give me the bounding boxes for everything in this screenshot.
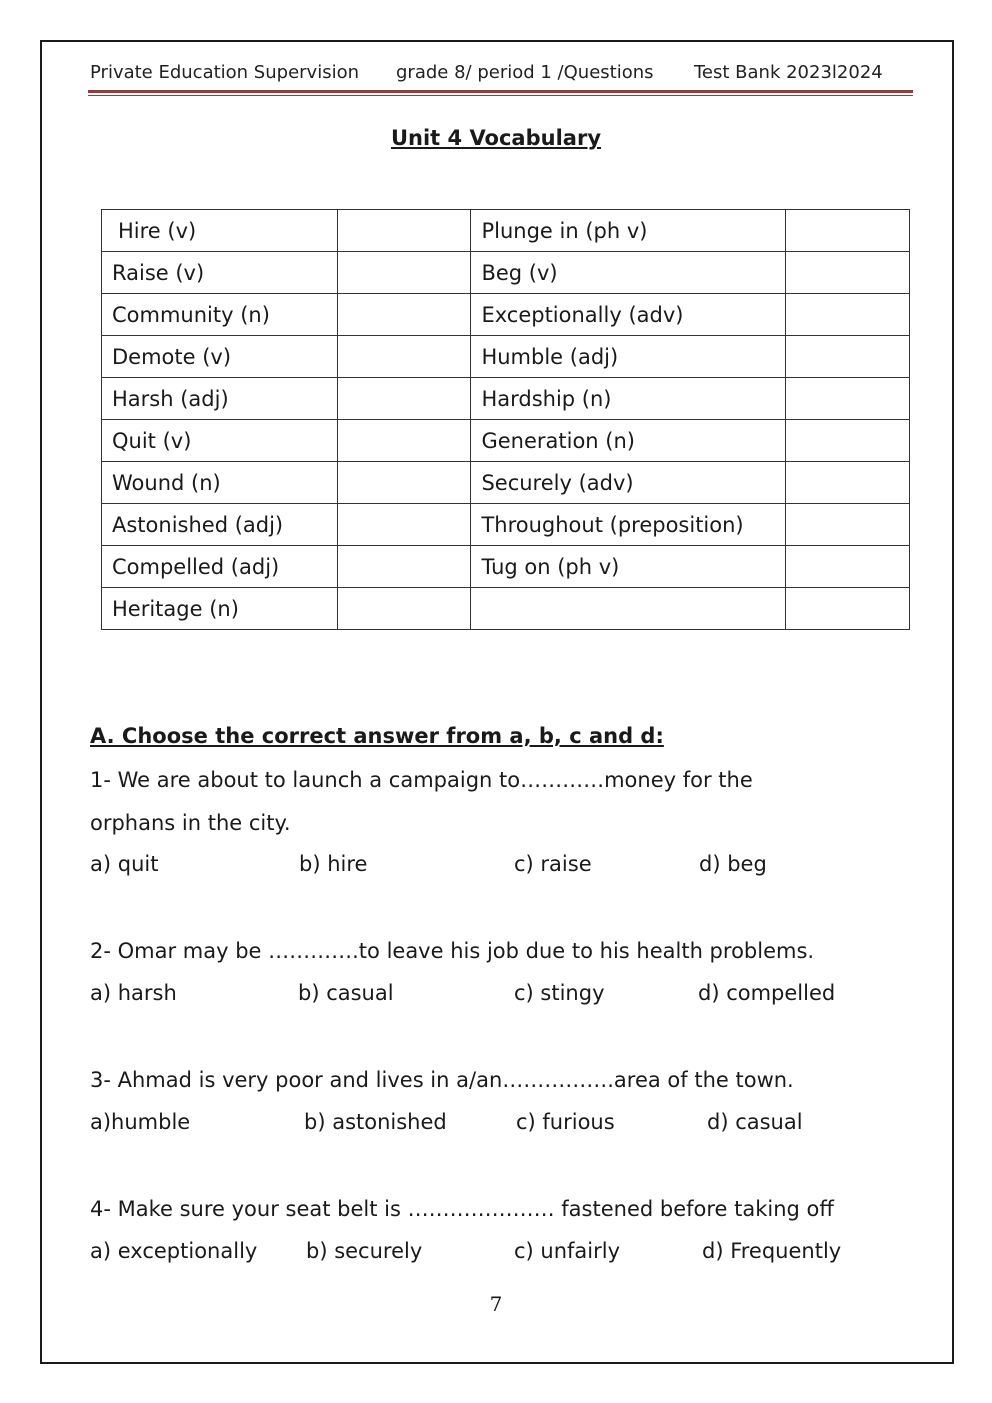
question-text: 2- Omar may be ………….to leave his job due to his health problems. (90, 939, 815, 963)
table-cell-blank (337, 462, 471, 504)
table-cell-blank (337, 336, 471, 378)
table-row (102, 588, 910, 630)
table-cell-blank (786, 504, 910, 546)
table-cell-word: Heritage (n) (102, 588, 338, 630)
option-b: b) hire (299, 852, 368, 876)
table-cell-word: Wound (n) (102, 462, 338, 504)
option-d: d) Frequently (702, 1239, 842, 1263)
question-text: 4- Make sure your seat belt is ………………… fastened before taking off (90, 1197, 834, 1221)
option-b: b) astonished (304, 1110, 447, 1134)
table-row (102, 378, 910, 420)
section-heading: A. Choose the correct answer from a, b, c and d: (90, 724, 664, 748)
option-a: a) harsh (90, 981, 177, 1005)
table-cell-blank (786, 294, 910, 336)
table-cell-blank (337, 378, 471, 420)
table-row (102, 546, 910, 588)
header-right: Test Bank 2023l2024 (694, 62, 883, 83)
table-cell-word: Astonished (adj) (102, 504, 338, 546)
table-cell-word: Securely (adv) (471, 462, 786, 504)
table-cell-word: Tug on (ph v) (471, 546, 786, 588)
header-left: Private Education Supervision (90, 62, 359, 83)
table-cell-word: Beg (v) (471, 252, 786, 294)
table-cell-blank (786, 378, 910, 420)
table-row (102, 252, 910, 294)
table-row (102, 336, 910, 378)
table-cell-word: Hire (v) (102, 210, 338, 252)
table-cell-blank (786, 420, 910, 462)
table-cell-word: Exceptionally (adv) (471, 294, 786, 336)
page-title: Unit 4 Vocabulary (390, 126, 602, 150)
table-cell-word: Throughout (preposition) (471, 504, 786, 546)
header-rule (88, 90, 913, 93)
option-a: a)humble (90, 1110, 191, 1134)
table-cell-blank (786, 210, 910, 252)
header-middle: grade 8/ period 1 /Questions (396, 62, 654, 83)
option-a: a) exceptionally (90, 1239, 258, 1263)
table-cell-blank (786, 546, 910, 588)
table-cell-word: Compelled (adj) (102, 546, 338, 588)
table-cell-blank (337, 252, 471, 294)
option-d: d) compelled (698, 981, 836, 1005)
table-cell-word: Raise (v) (102, 252, 338, 294)
table-row (102, 210, 910, 252)
table-row (102, 504, 910, 546)
option-d: d) casual (707, 1110, 803, 1134)
header-rule-thin (88, 95, 913, 96)
table-cell-blank (786, 588, 910, 630)
option-b: b) casual (298, 981, 394, 1005)
question-text: 3- Ahmad is very poor and lives in a/an…………….area of the town. (90, 1068, 794, 1092)
table-row (102, 294, 910, 336)
table-cell-blank (337, 504, 471, 546)
question-text: 1- We are about to launch a campaign to…………money for the (90, 768, 753, 792)
table-cell-word: Community (n) (102, 294, 338, 336)
table-cell-blank (337, 210, 471, 252)
table-cell-blank (786, 252, 910, 294)
table-cell-blank (337, 588, 471, 630)
table-cell-word: Harsh (adj) (102, 378, 338, 420)
table-cell-word: Plunge in (ph v) (471, 210, 786, 252)
option-c: c) stingy (514, 981, 605, 1005)
table-cell-word: Hardship (n) (471, 378, 786, 420)
option-c: c) furious (516, 1110, 615, 1134)
table-cell-word: Demote (v) (102, 336, 338, 378)
option-b: b) securely (306, 1239, 423, 1263)
table-cell-word: Generation (n) (471, 420, 786, 462)
table-cell-word (471, 588, 786, 630)
table-cell-word: Quit (v) (102, 420, 338, 462)
vocabulary-table (101, 209, 910, 630)
table-row (102, 462, 910, 504)
table-cell-blank (786, 462, 910, 504)
table-cell-blank (337, 546, 471, 588)
table-cell-blank (337, 294, 471, 336)
table-cell-word: Humble (adj) (471, 336, 786, 378)
table-row (102, 420, 910, 462)
page-header (90, 62, 912, 86)
question-text-continued: orphans in the city. (90, 811, 291, 835)
option-a: a) quit (90, 852, 159, 876)
option-c: c) unfairly (514, 1239, 621, 1263)
page-number: 7 (489, 1292, 503, 1316)
table-cell-blank (337, 420, 471, 462)
table-cell-blank (786, 336, 910, 378)
option-c: c) raise (514, 852, 592, 876)
option-d: d) beg (699, 852, 767, 876)
